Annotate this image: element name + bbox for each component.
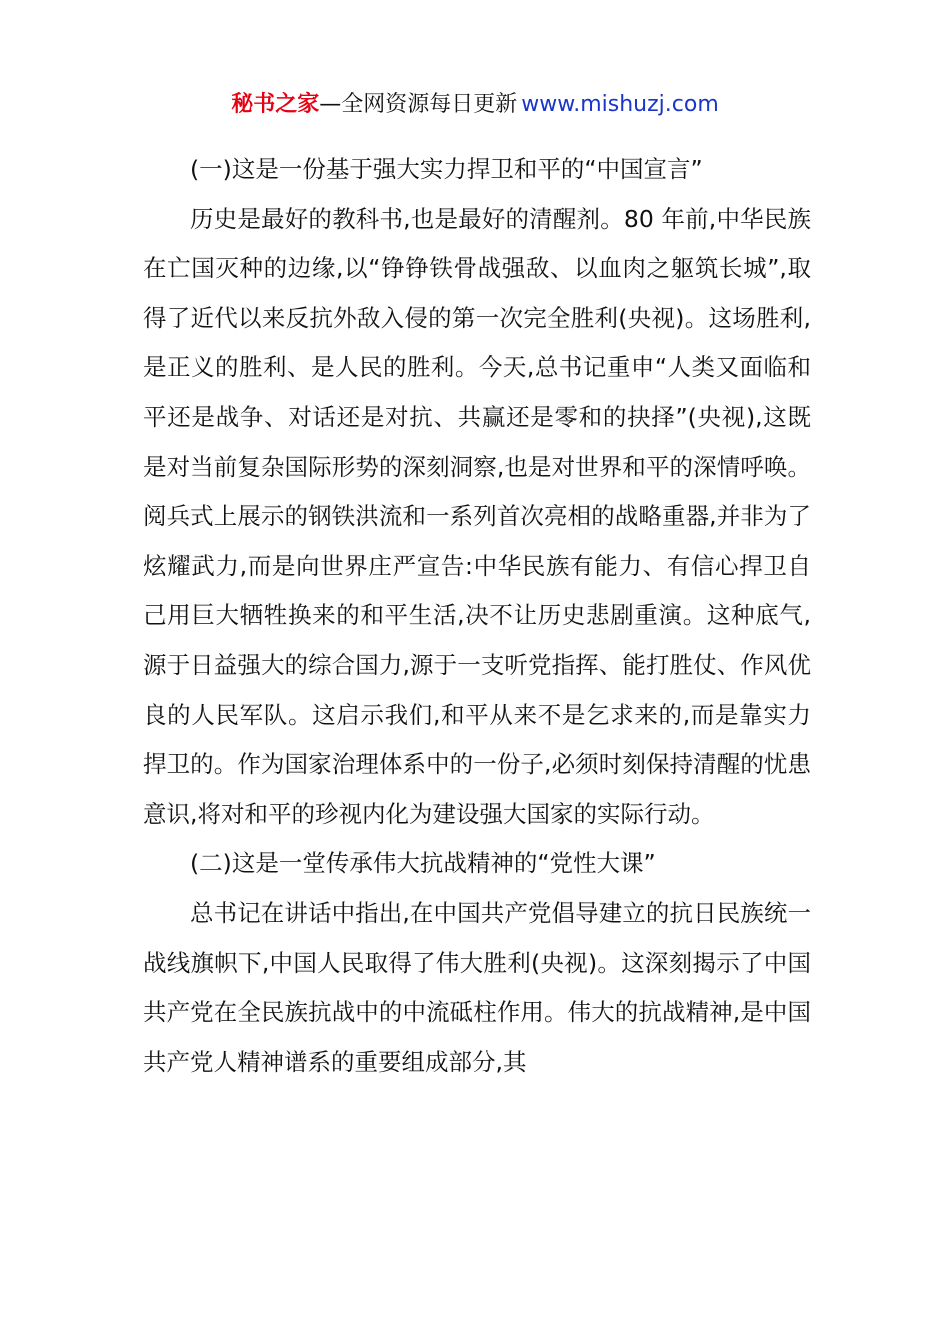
brand-name: 秘书之家 bbox=[231, 92, 320, 117]
section-heading-2: (二)这是一堂传承伟大抗战精神的“党性大课” bbox=[190, 849, 656, 878]
section-heading-1: (一)这是一份基于强大实力捍卫和平的“中国宣言” bbox=[190, 155, 703, 183]
body-paragraph-2: 总书记在讲话中指出,在中国共产党倡导建立的抗日民族统一战线旗帜下,中国人民取得了伟大胜利(央视)。这深刻揭示了中国共产党在全民族抗战中的中流砥柱作用。伟大的抗战精神,是中国共产党人精神谱系的重要组成部分,其 bbox=[143, 898, 811, 1076]
header-tagline: —全网资源每日更新 bbox=[319, 92, 518, 117]
body-paragraph-1: 历史是最好的教科书,也是最好的清醒剂。80 年前,中华民族在亡国灭种的边缘,以“铮铮铁骨战强敌、以血肉之躯筑长城”,取得了近代以来反抗外敌入侵的第一次完全胜利(央视)。这场胜利,是正义的胜利、是人民的胜利。今天,总书记重申“人类又面临和平还是战争、对话还是对抗、共赢还是零和的抉择”(央视),这既是对当前复杂国际形势的深刻洞察,也是对世界和平的深情呼唤。阅兵式上展示的钢铁洪流和一系列首次亮相的战略重器,并非为了炫耀武力,而是向世界庄严宣告:中华民族有能力、有信心捍卫自己用巨大牺牲换来的和平生活,决不让历史悲剧重演。这种底气,源于日益强大的综合国力,源于一支听党指挥、能打胜仗、作风优良的人民军队。这启示我们,和平从来不是乞求来的,而是靠实力捍卫的。作为国家治理体系中的一份子,必须时刻保持清醒的忧患意识,将对和平的珍视内化为建设强大国家的实际行动。 bbox=[143, 204, 811, 828]
document-body bbox=[143, 145, 811, 1087]
site-url-link[interactable]: www.mishuzj.com bbox=[521, 92, 719, 117]
page-header bbox=[0, 88, 950, 122]
